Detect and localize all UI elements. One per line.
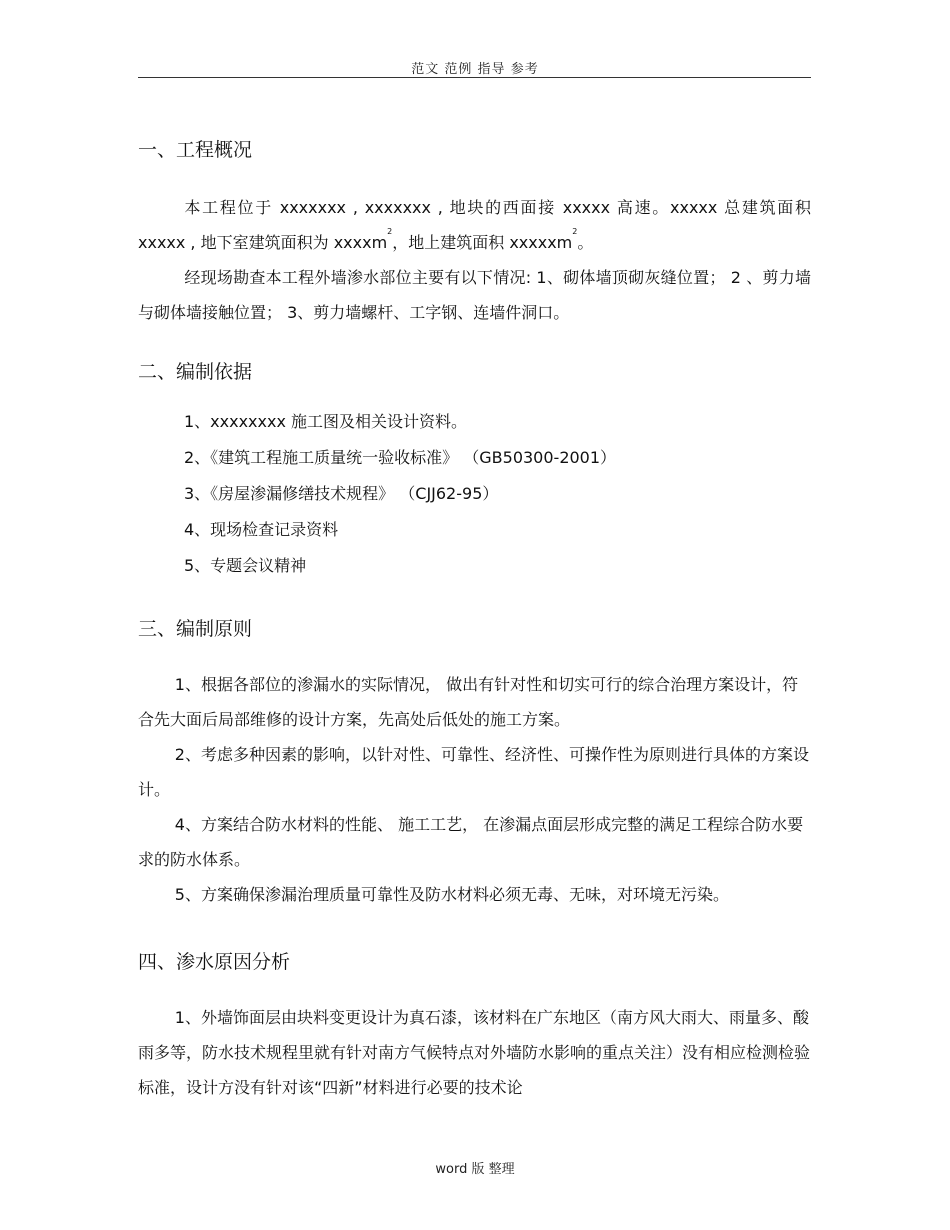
overview-paragraph-survey: 经现场勘查本工程外墙渗水部位主要有以下情况: 1、砌体墙顶砌灰缝位置； 2 、剪力墙与砌体墙接触位置； 3、剪力墙螺杆、工字钢、连墙件洞口。 [138, 268, 811, 322]
list-item: 3、《房屋渗漏修缮技术规程》 （CJJ62-95） [184, 484, 499, 503]
section-title-cause-analysis: 四、渗水原因分析 [138, 951, 291, 973]
principle-item: 1、根据各部位的渗漏水的实际情况， 做出有针对性和切实可行的综合治理方案设计，符合先大面后局部维修的设计方案，先高处后低处的施工方案。 [138, 675, 799, 729]
overview-text-part: 本工程位于 xxxxxxx , xxxxxxx , 地块的西面接 xxxxx 高速。xxxxx 总建筑面积 xxxxx , 地下室建筑面积为 xxxxm [138, 198, 811, 252]
overview-text-part: ，地上建筑面积 xxxxxm [392, 233, 573, 252]
section-title-principles: 三、编制原则 [138, 618, 253, 640]
list-item: 4、现场检查记录资料 [184, 520, 339, 539]
list-item: 1、xxxxxxxx 施工图及相关设计资料。 [184, 412, 468, 431]
superscript-2: 2 [572, 227, 578, 236]
section-title-overview: 一、工程概况 [138, 139, 253, 161]
header-divider [138, 77, 811, 78]
overview-paragraph-location [138, 190, 811, 260]
list-item: 2、《建筑工程施工质量统一验收标准》 （GB50300-2001） [184, 448, 617, 467]
page-header: 范文 范例 指导 参考 [411, 62, 539, 77]
superscript-2: 2 [387, 227, 393, 236]
principle-item: 2、考虑多种因素的影响，以针对性、可靠性、经济性、可操作性为原则进行具体的方案设计。 [138, 745, 809, 799]
page-footer: word 版 整理 [435, 1162, 515, 1177]
section-title-basis: 二、编制依据 [138, 361, 253, 383]
cause-paragraph: 1、外墙饰面层由块料变更设计为真石漆，该材料在广东地区（南方风大雨大、雨量多、酸雨多等，防水技术规程里就有针对南方气候特点对外墙防水影响的重点关注）没有相应检测检验标准，设计方没有针对该“四新”材料进行必要的技术论 [138, 1008, 811, 1097]
principle-item: 4、方案结合防水材料的性能、 施工工艺， 在渗漏点面层形成完整的满足工程综合防水要求的防水体系。 [138, 815, 804, 869]
list-item: 5、专题会议精神 [184, 556, 307, 575]
overview-text-part: 。 [577, 233, 594, 252]
principle-item: 5、方案确保渗漏治理质量可靠性及防水材料必须无毒、无味，对环境无污染。 [174, 885, 729, 904]
basis-list [138, 404, 811, 584]
document-body [138, 130, 811, 1105]
